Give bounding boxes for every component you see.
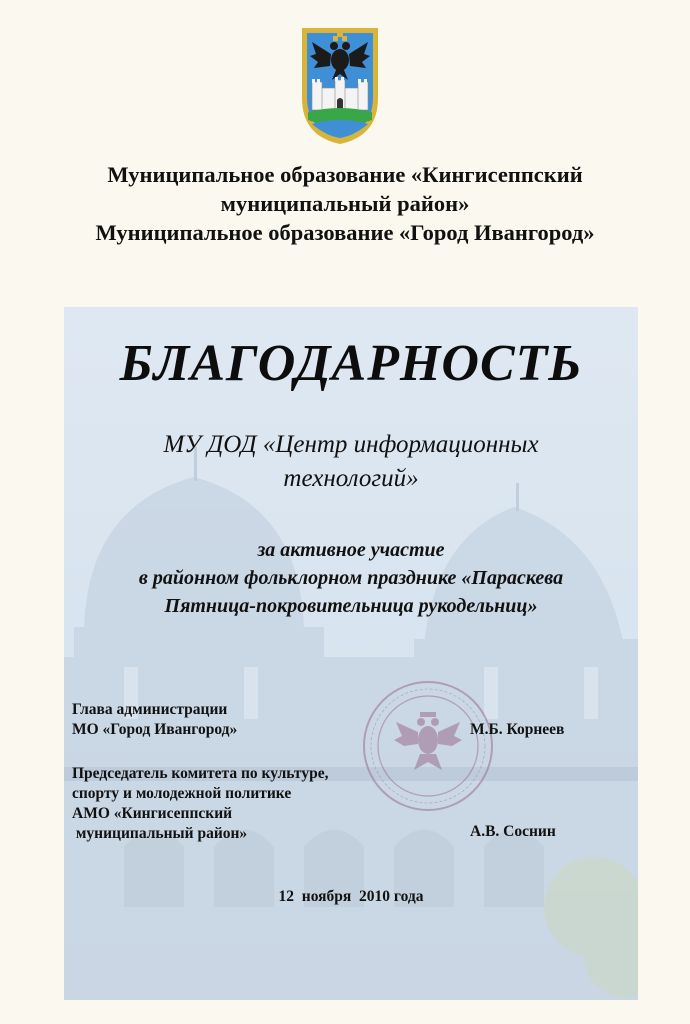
certificate-title: БЛАГОДАРНОСТЬ (119, 335, 583, 392)
reason-line-1: за активное участие (257, 539, 445, 561)
signatory-1-name: М.Б. Корнеев (470, 721, 565, 738)
issuer-header (40, 160, 650, 247)
signatory-1-position (72, 700, 237, 740)
signatory-2-position-line-1: Председатель комитета по культуре, (72, 765, 329, 782)
reason-line-3: Пятница-покровительница рукодельниц» (164, 595, 538, 617)
issuer-line-1: Муниципальное образование «Кингисеппский (107, 162, 583, 187)
recipient (64, 428, 638, 496)
signatory-2-position-line-3: АМО «Кингисеппский (72, 805, 233, 822)
issuer-line-2: муниципальный район» (220, 191, 470, 216)
recipient-line-2: технологий» (283, 465, 419, 492)
reason-line-2: в районном фольклорном празднике «Параскева (138, 567, 564, 589)
recipient-line-1: МУ ДОД «Центр информационных (163, 431, 539, 458)
signatory-2-position-line-2: спорту и молодежной политике (72, 785, 292, 802)
signatory-1-position-line-1: Глава администрации (72, 701, 228, 718)
signatory-1-position-line-2: МО «Город Ивангород» (72, 721, 238, 738)
signatory-2-position (72, 764, 328, 844)
signatory-2-position-line-4: муниципальный район» (72, 825, 248, 842)
award-reason (64, 536, 638, 620)
official-seal-icon (360, 678, 496, 814)
issue-date: 12 ноября 2010 года (278, 888, 424, 905)
signatory-2-name: А.В. Соснин (470, 823, 556, 840)
issuer-line-3: Муниципальное образование «Город Ивангород» (95, 220, 595, 245)
coat-of-arms-icon (298, 24, 382, 148)
